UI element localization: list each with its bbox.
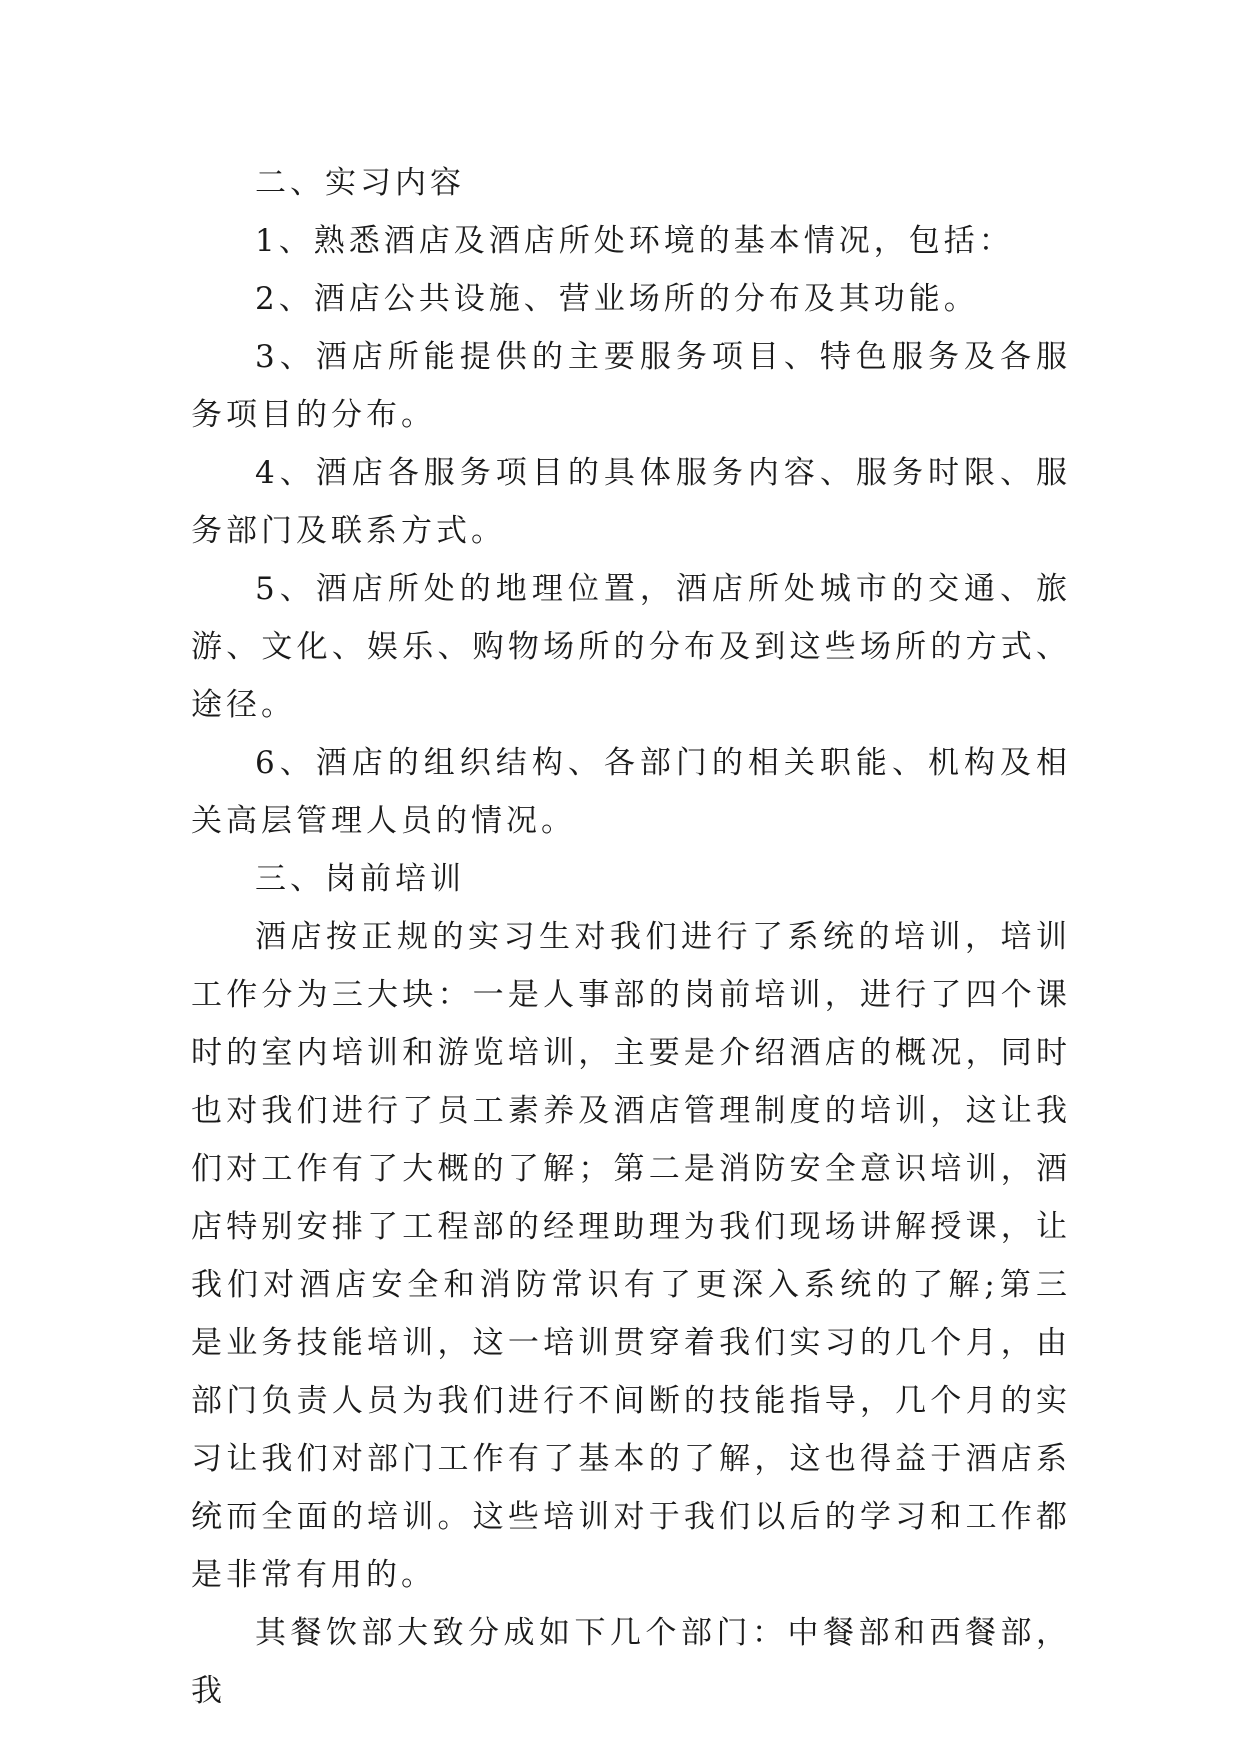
list-item-3: 3、酒店所能提供的主要服务项目、特色服务及各服务项目的分布。: [191, 339, 1071, 433]
section-heading-pre-job-training: 三、岗前培训: [255, 861, 465, 897]
list-item-6: 6、酒店的组织结构、各部门的相关职能、机构及相关高层管理人员的情况。: [191, 745, 1071, 839]
list-item-2: 2、酒店公共设施、营业场所的分布及其功能。: [255, 281, 979, 317]
document-body: [191, 154, 1071, 1720]
list-item-5: 5、酒店所处的地理位置，酒店所处城市的交通、旅游、文化、娱乐、购物场所的分布及到这些场所的方式、途径。: [191, 571, 1071, 723]
list-item-4: 4、酒店各服务项目的具体服务内容、服务时限、服务部门及联系方式。: [191, 455, 1071, 549]
list-item-1: 1、熟悉酒店及酒店所处环境的基本情况，包括：: [255, 223, 1014, 259]
section-heading-internship-content: 二、实习内容: [255, 165, 465, 201]
catering-paragraph: 其餐饮部大致分成如下几个部门：中餐部和西餐部，我: [191, 1615, 1071, 1709]
training-paragraph: 酒店按正规的实习生对我们进行了系统的培训，培训工作分为三大块：一是人事部的岗前培训，进行了四个课时的室内培训和游览培训，主要是介绍酒店的概况，同时也对我们进行了员工素养及酒店管理制度的培训，这让我们对工作有了大概的了解；第二是消防安全意识培训，酒店特别安排了工程部的经理助理为我们现场讲解授课，让我们对酒店安全和消防常识有了更深入系统的了解;第三是业务技能培训，这一培训贯穿着我们实习的几个月，由部门负责人员为我们进行不间断的技能指导，几个月的实习让我们对部门工作有了基本的了解，这也得益于酒店系统而全面的培训。这些培训对于我们以后的学习和工作都是非常有用的。: [191, 919, 1071, 1593]
